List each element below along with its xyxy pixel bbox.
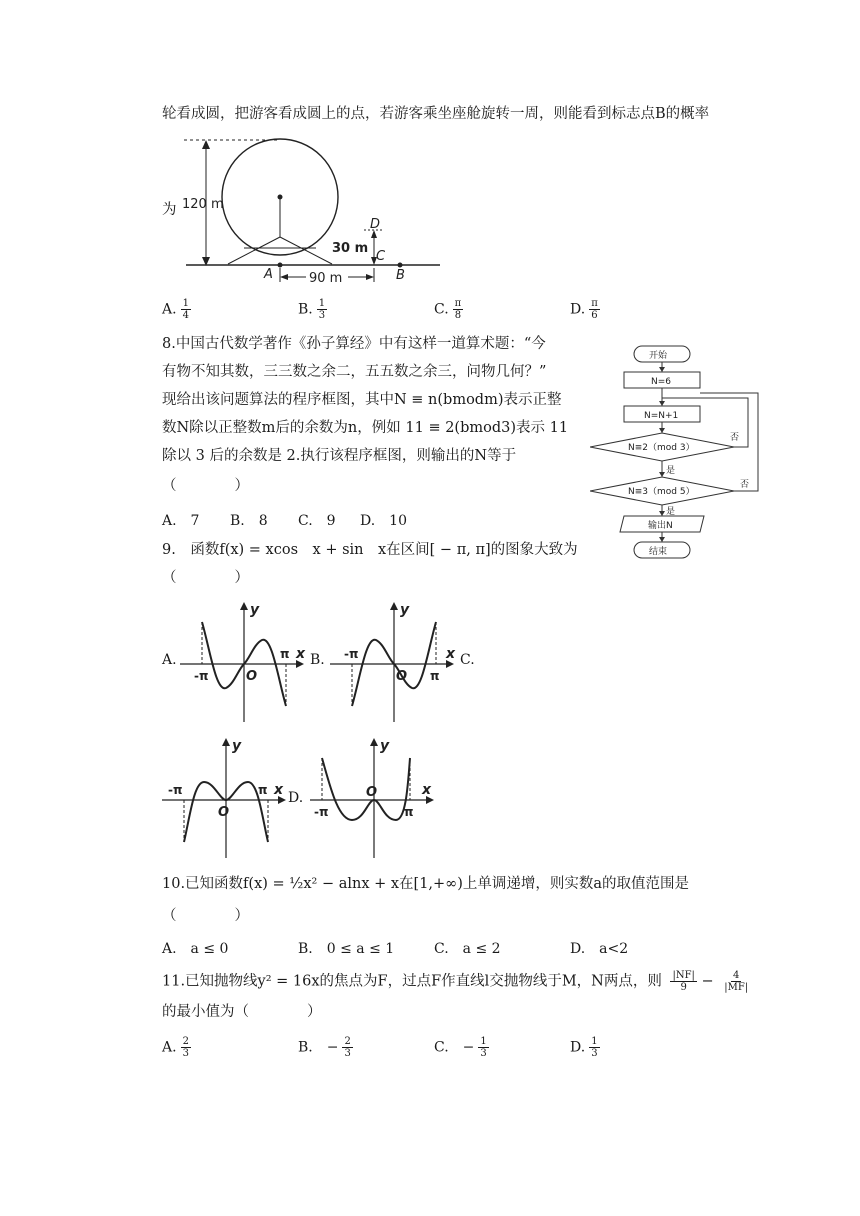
flow-no1: 否 — [730, 433, 740, 443]
q8-option-a: A. 7 — [162, 513, 200, 529]
label-D: D — [370, 217, 381, 232]
q9-label-b: B. — [310, 652, 325, 668]
graph-b-ylabel: y — [400, 602, 410, 618]
graph-a-origin: O — [246, 669, 258, 684]
label-C: C — [376, 249, 386, 264]
graph-c-pi: π — [258, 783, 268, 797]
flow-step: N=N+1 — [644, 411, 679, 421]
q8-stem-line-6: （ ） — [162, 478, 249, 494]
q11-option-b: B. − $\frac{2}{3}$ — [298, 1036, 351, 1059]
q9-label-d: D. — [288, 790, 304, 806]
q11-option-d: D. $\frac{1}{3}$ — [570, 1036, 598, 1059]
q10-option-b: B. 0 ≤ a ≤ 1 — [298, 941, 395, 957]
flow-end: 结束 — [649, 547, 668, 557]
graph-c-xlabel: x — [274, 782, 284, 798]
algorithm-flowchart — [590, 344, 770, 560]
q10-option-a: A. a ≤ 0 — [162, 941, 229, 957]
graph-a-pi: π — [280, 647, 290, 661]
flow-cond2: N≡3（mod 5） — [628, 487, 695, 497]
q7-option-c: C. $\frac{\pi}{8}$ — [434, 298, 462, 321]
label-B: B — [396, 268, 405, 283]
q9-label-a: A. — [162, 652, 177, 668]
graph-d-xlabel: x — [422, 782, 432, 798]
q7-stem-line: 轮看成圆，把游客看成圆上的点，若游客乘坐座舱旋转一周，则能看到标志点B的概率 — [162, 106, 710, 122]
graph-option-b — [330, 600, 462, 724]
q7-option-a: A. $\frac{1}{4}$ — [162, 298, 189, 321]
q10-option-c: C. a ≤ 2 — [434, 941, 501, 957]
graph-c-origin: O — [218, 805, 230, 820]
graph-d-pi: π — [404, 805, 414, 819]
q8-option-b: B. 8 — [230, 513, 268, 529]
label-90m: 90 m — [309, 271, 343, 284]
label-120m: 120 m — [182, 197, 224, 212]
graph-d-ylabel: y — [380, 738, 390, 754]
q9-label-c: C. — [460, 652, 475, 668]
q10-stem-line-1: 10.已知函数f(x) = ½x² − alnx + x在[1,+∞)上单调递增，则实数a的取值范围是 — [162, 876, 690, 892]
q10-option-d: D. a<2 — [570, 941, 629, 957]
flow-no2: 否 — [740, 480, 750, 490]
flow-yes1: 是 — [666, 466, 676, 476]
graph-b-xlabel: x — [446, 646, 456, 662]
ferris-wheel-figure — [178, 132, 448, 284]
q9-stem-line-2: （ ） — [162, 570, 249, 586]
graph-a-ylabel: y — [250, 602, 260, 618]
graph-a-negpi: -π — [194, 669, 209, 683]
q7-option-d: D. $\frac{\pi}{6}$ — [570, 298, 598, 321]
q11-option-a: A. $\frac{2}{3}$ — [162, 1036, 189, 1059]
q8-stem-line-2: 有物不知其数，三三数之余二，五五数之余三，问物几何？” — [162, 364, 547, 380]
graph-option-c — [162, 736, 294, 860]
label-A: A — [264, 267, 273, 282]
flow-start: 开始 — [649, 351, 668, 361]
graph-c-ylabel: y — [232, 738, 242, 754]
q10-stem-line-2: （ ） — [162, 908, 249, 924]
graph-b-pi: π — [430, 669, 440, 683]
graph-option-d — [310, 736, 442, 860]
graph-d-origin: O — [366, 785, 378, 800]
q8-option-d: D. 10 — [360, 513, 407, 529]
q11-stem-line-1: 11.已知抛物线y² = 16x的焦点为F，过点F作直线l交抛物线于M，N两点，则 $\frac{|NF|}{9}$ − $\frac{4}{|MF|}$ — [162, 970, 749, 993]
graph-a-xlabel: x — [296, 646, 306, 662]
graph-b-negpi: -π — [344, 647, 359, 661]
q8-stem-line-5: 除以 3 后的余数是 2.执行该程序框图，则输出的N等于 — [162, 448, 517, 464]
flow-output: 输出N — [648, 521, 673, 531]
q8-option-c: C. 9 — [298, 513, 336, 529]
graph-option-a — [180, 600, 312, 724]
q11-option-c: C. − $\frac{1}{3}$ — [434, 1036, 487, 1059]
flow-cond1: N≡2（mod 3） — [628, 443, 695, 453]
q8-stem-line-3: 现给出该问题算法的程序框图，其中N ≡ n(bmodm)表示正整 — [162, 392, 562, 408]
flow-yes2: 是 — [666, 507, 676, 517]
graph-b-origin: O — [396, 669, 408, 684]
graph-d-negpi: -π — [314, 805, 329, 819]
q8-stem-line-1: 8.中国古代数学著作《孙子算经》中有这样一道算术题：“今 — [162, 336, 546, 352]
q11-stem-line-2: 的最小值为（ ） — [162, 1004, 322, 1020]
label-30m: 30 m — [332, 241, 369, 256]
q8-stem-line-4: 数N除以正整数m后的余数为n，例如 11 ≡ 2(bmod3)表示 11 — [162, 420, 569, 436]
q7-option-b: B. $\frac{1}{3}$ — [298, 298, 326, 321]
q7-stem-wei: 为 — [162, 202, 177, 218]
graph-c-negpi: -π — [168, 783, 183, 797]
flow-init: N=6 — [651, 377, 671, 387]
q9-stem-line-1: 9. 函数f(x) = xcos x + sin x在区间[ − π, π]的图象大致为 — [162, 542, 578, 558]
